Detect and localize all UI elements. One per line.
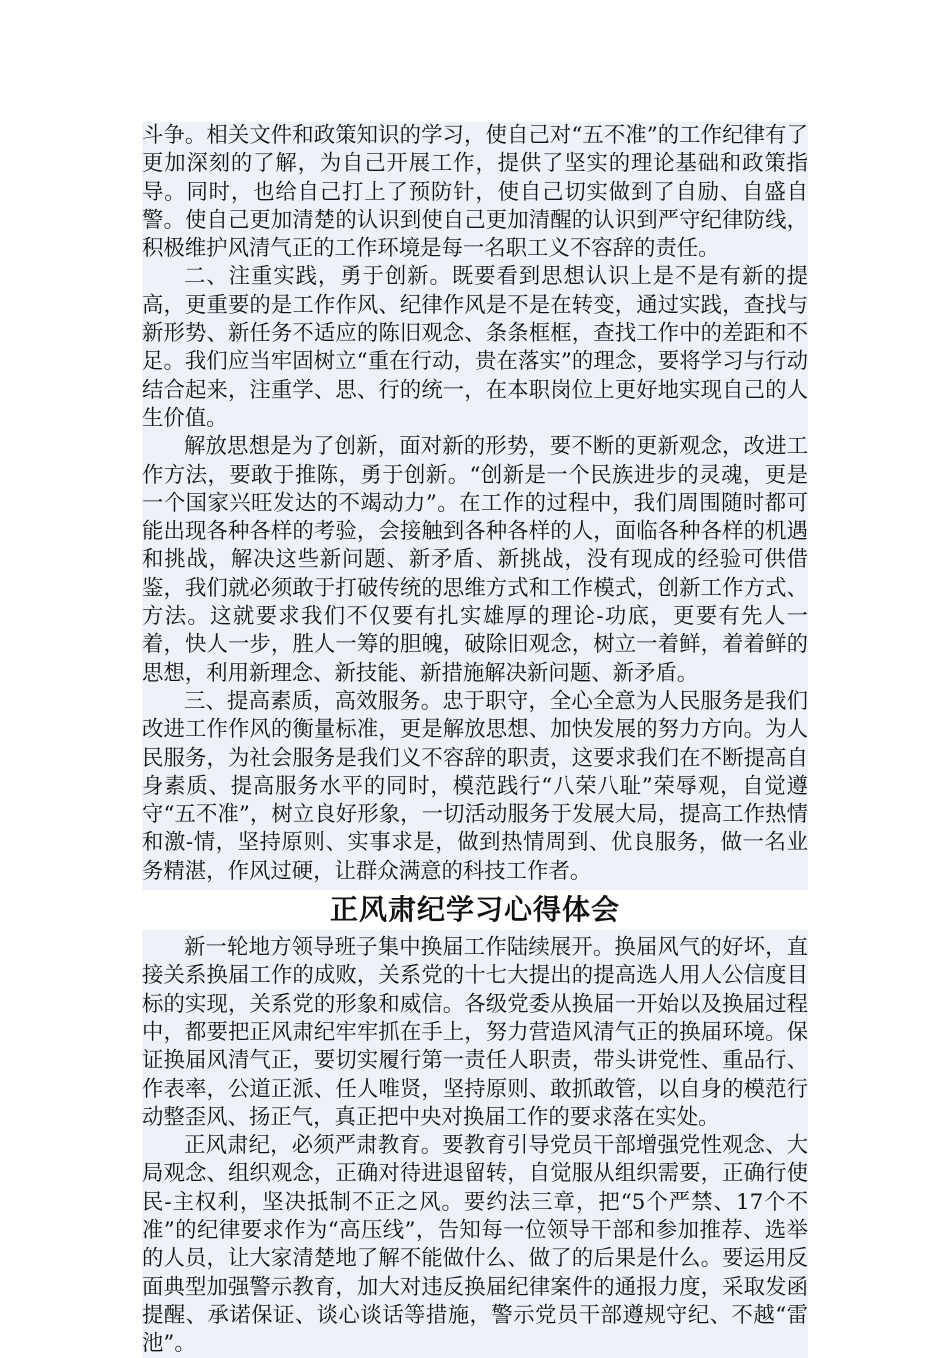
paragraph: 斗争。相关文件和政策知识的学习，使自己对“五不准”的工作纪律有了更加深刻的了解，为自己开展工作，提供了坚实的理论基础和政策指导。同时，也给自己打上了预防针，使自己切实做到了自励、自盛自警。使自己更加清楚的认识到使自己更加清醒的认识到严守纪律防线，积极维护风清气正的工作环境是每一名职工义不容辞的责任。 — [142, 123, 808, 262]
paragraph: 解放思想是为了创新，面对新的形势，要不断的更新观念，改进工作方法，要敢于推陈，勇于创新。“创新是一个民族进步的灵魂，更是一个国家兴旺发达的不竭动力”。在工作的过程中，我们周围随时都可能出现各种各样的考验，会接触到各种各样的人，面临各种各样的机遇和挑战，解决这些新问题、新矛盾、新挑战，没有现成的经验可供借鉴，我们就必须敢于打破传统的思维方式和工作模式，创新工作方式、方法。这就要求我们不仅要有扎实雄厚的理论-功底，更要有先人一着，快人一步，胜人一筹的胆魄，破除旧观念，树立一着鲜，着着鲜的思想，利用新理念、新技能、新措施解决新问题、新矛盾。 — [142, 434, 808, 686]
section-title: 正风肃纪学习心得体会 — [142, 890, 808, 930]
paragraph: 正风肃纪，必须严肃教育。要教育引导党员干部增强党性观念、大局观念、组织观念，正确对待进退留转，自觉服从组织需要，正确行使民-主权利，坚决抵制不正之风。要约法三章，把“5个严禁、17个不准”的纪律要求作为“高压线”，告知每一位领导干部和参加推荐、选举的人员，让大家清楚地了解不能做什么、做了的后果是什么。要运用反面典型加强警示教育，加大对违反换届纪律案件的通报力度，采取发函提醒、承诺保证、谈心谈话等措施，警示党员干部遵规守纪、不越“雷池”。 — [142, 1133, 808, 1357]
paragraph: 三、提高素质，高效服务。忠于职守，全心全意为人民服务是我们改进工作作风的衡量标准，更是解放思想、加快发展的努力方向。为人民服务，为社会服务是我们义不容辞的职责，这要求我们在不断提高自身素质、提高服务水平的同时，模范践行“八荣八耻”荣辱观，自觉遵守“五不准”，树立良好形象，一切活动服务于发展大局，提高工作热情和激-情，坚持原则、实事求是，做到热情周到、优良服务，做一名业务精湛，作风过硬，让群众满意的科技工作者。 — [142, 688, 808, 884]
document-body — [142, 122, 808, 1358]
paragraph: 二、注重实践，勇于创新。既要看到思想认识上是不是有新的提高，更重要的是工作作风、纪律作风是不是在转变，通过实践，查找与新形势、新任务不适应的陈旧观念、条条框框，查找工作中的差距和不足。我们应当牢固树立“重在行动，贵在落实”的理念，要将学习与行动结合起来，注重学、思、行的统一，在本职岗位上更好地实现自己的人生价值。 — [142, 264, 808, 431]
paragraph: 新一轮地方领导班子集中换届工作陆续展开。换届风气的好坏，直接关系换届工作的成败，关系党的十七大提出的提高选人用人公信度目标的实现，关系党的形象和威信。各级党委从换届一开始以及换届过程中，都要把正风肃纪牢牢抓在手上，努力营造风清气正的换届环境。保证换届风清气正，要切实履行第一责任人职责，带头讲党性、重品行、作表率，公道正派、任人唯贤，坚持原则、敢抓敢管，以自身的模范行动整歪风、扬正气，真正把中央对换届工作的要求落在实处。 — [142, 935, 808, 1130]
